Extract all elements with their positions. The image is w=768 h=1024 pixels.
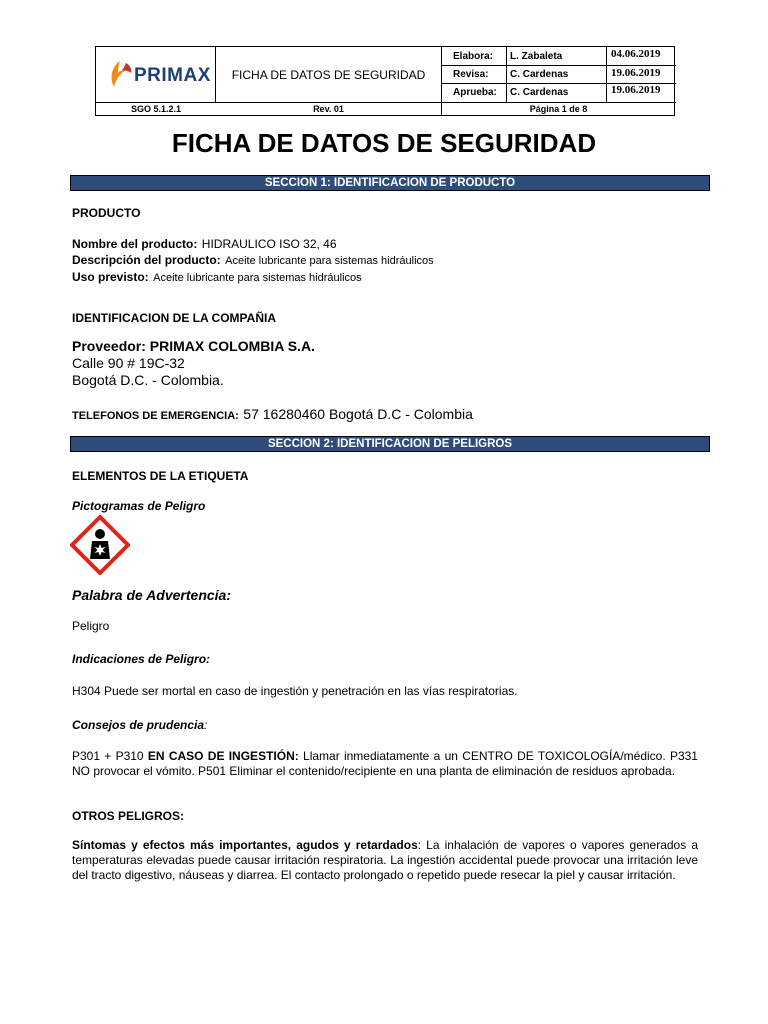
header-table — [95, 46, 675, 116]
nombre-label: Nombre del producto: — [72, 237, 198, 251]
descripcion-label: Descripción del producto: — [72, 253, 221, 267]
palabra-label: Palabra de Advertencia: — [72, 587, 231, 603]
otros-heading: OTROS PELIGROS: — [72, 809, 185, 823]
row-name-elabora: L. Zabaleta — [510, 51, 563, 62]
producto-heading: PRODUCTO — [72, 206, 141, 220]
consejos-bold: EN CASO DE INGESTIÓN: — [147, 749, 299, 763]
logo-text: PRIMAX — [134, 65, 211, 86]
consejos-p1: P301 + P310 — [72, 749, 144, 763]
primax-logo-icon — [106, 59, 134, 91]
consejos-text — [72, 749, 698, 779]
row-label-aprueba: Aprueba: — [453, 87, 497, 98]
consejos-label: Consejos de prudencia — [72, 718, 205, 732]
doc-code: SGO 5.1.2.1 — [130, 104, 182, 114]
section2-heading: SECCION 2: IDENTIFICACION DE PELIGROS — [70, 436, 710, 452]
row-name-revisa: C. Cardenas — [510, 69, 569, 80]
indicaciones-value: H304 Puede ser mortal en caso de ingestión y penetración en las vías respiratorias. — [72, 684, 518, 698]
sintomas-body: : La inhalación de vapores o vapores generados a temperaturas elevadas puede causar irritación respiratoria. La ingestión accidental puede provocar una irritación leve del tracto digestivo, náuseas y diarrea. El contacto prolongado o repetido puede resecar la piel y causar irritación. — [72, 838, 699, 882]
consejos-label-wrap — [72, 716, 207, 734]
elementos-heading: ELEMENTOS DE LA ETIQUETA — [72, 469, 249, 483]
company-heading: IDENTIFICACION DE LA COMPAÑIA — [72, 311, 276, 325]
descripcion-value: Aceite lubricante para sistemas hidráulicos — [225, 255, 434, 267]
row-label-revisa: Revisa: — [453, 69, 489, 80]
row-date-aprueba: 19.06.2019 — [611, 84, 661, 96]
telefonos — [72, 406, 473, 424]
sintomas-label: Síntomas y efectos más importantes, agudos y retardados — [72, 838, 418, 852]
header-doc-title: FICHA DE DATOS DE SEGURIDAD — [231, 68, 426, 82]
row-date-elabora: 04.06.2019 — [611, 48, 661, 60]
product-info — [72, 236, 702, 286]
doc-page: Página 1 de 8 — [529, 104, 588, 114]
consejos-rest: Llamar inmediatamente a un CENTRO DE TOXICOLOGÍA/médico. P331 NO provocar el vómito. P501 Eliminar el contenido/recipiente en una planta de eliminación de residuos aprobada. — [72, 749, 698, 778]
uso-label: Uso previsto: — [72, 270, 149, 284]
sintomas-text — [72, 838, 698, 883]
row-label-elabora: Elabora: — [453, 51, 494, 62]
ghs-health-hazard-icon — [70, 515, 130, 575]
proveedor: Proveedor: PRIMAX COLOMBIA S.A. — [72, 338, 315, 354]
uso-value: Aceite lubricante para sistemas hidráulicos — [153, 272, 362, 284]
section1-heading: SECCION 1: IDENTIFICACION DE PRODUCTO — [70, 175, 710, 191]
row-name-aprueba: C. Cardenas — [510, 87, 569, 98]
row-date-revisa: 19.06.2019 — [611, 67, 661, 79]
doc-rev: Rev. 01 — [313, 104, 344, 114]
address-line1: Calle 90 # 19C-32 — [72, 355, 185, 371]
telefonos-label: TELEFONOS DE EMERGENCIA: — [72, 410, 239, 422]
palabra-value: Peligro — [72, 619, 110, 633]
nombre-value: HIDRAULICO ISO 32, 46 — [201, 237, 337, 251]
address-line2: Bogotá D.C. - Colombia. — [72, 372, 224, 388]
indicaciones-label: Indicaciones de Peligro: — [72, 652, 211, 666]
primax-logo — [104, 57, 214, 93]
consejos-colon: : — [204, 718, 208, 732]
page-title: FICHA DE DATOS DE SEGURIDAD — [171, 128, 597, 158]
company-info — [72, 338, 315, 389]
telefonos-value: 57 16280460 Bogotá D.C - Colombia — [243, 406, 473, 422]
pictogramas-label: Pictogramas de Peligro — [72, 499, 206, 513]
